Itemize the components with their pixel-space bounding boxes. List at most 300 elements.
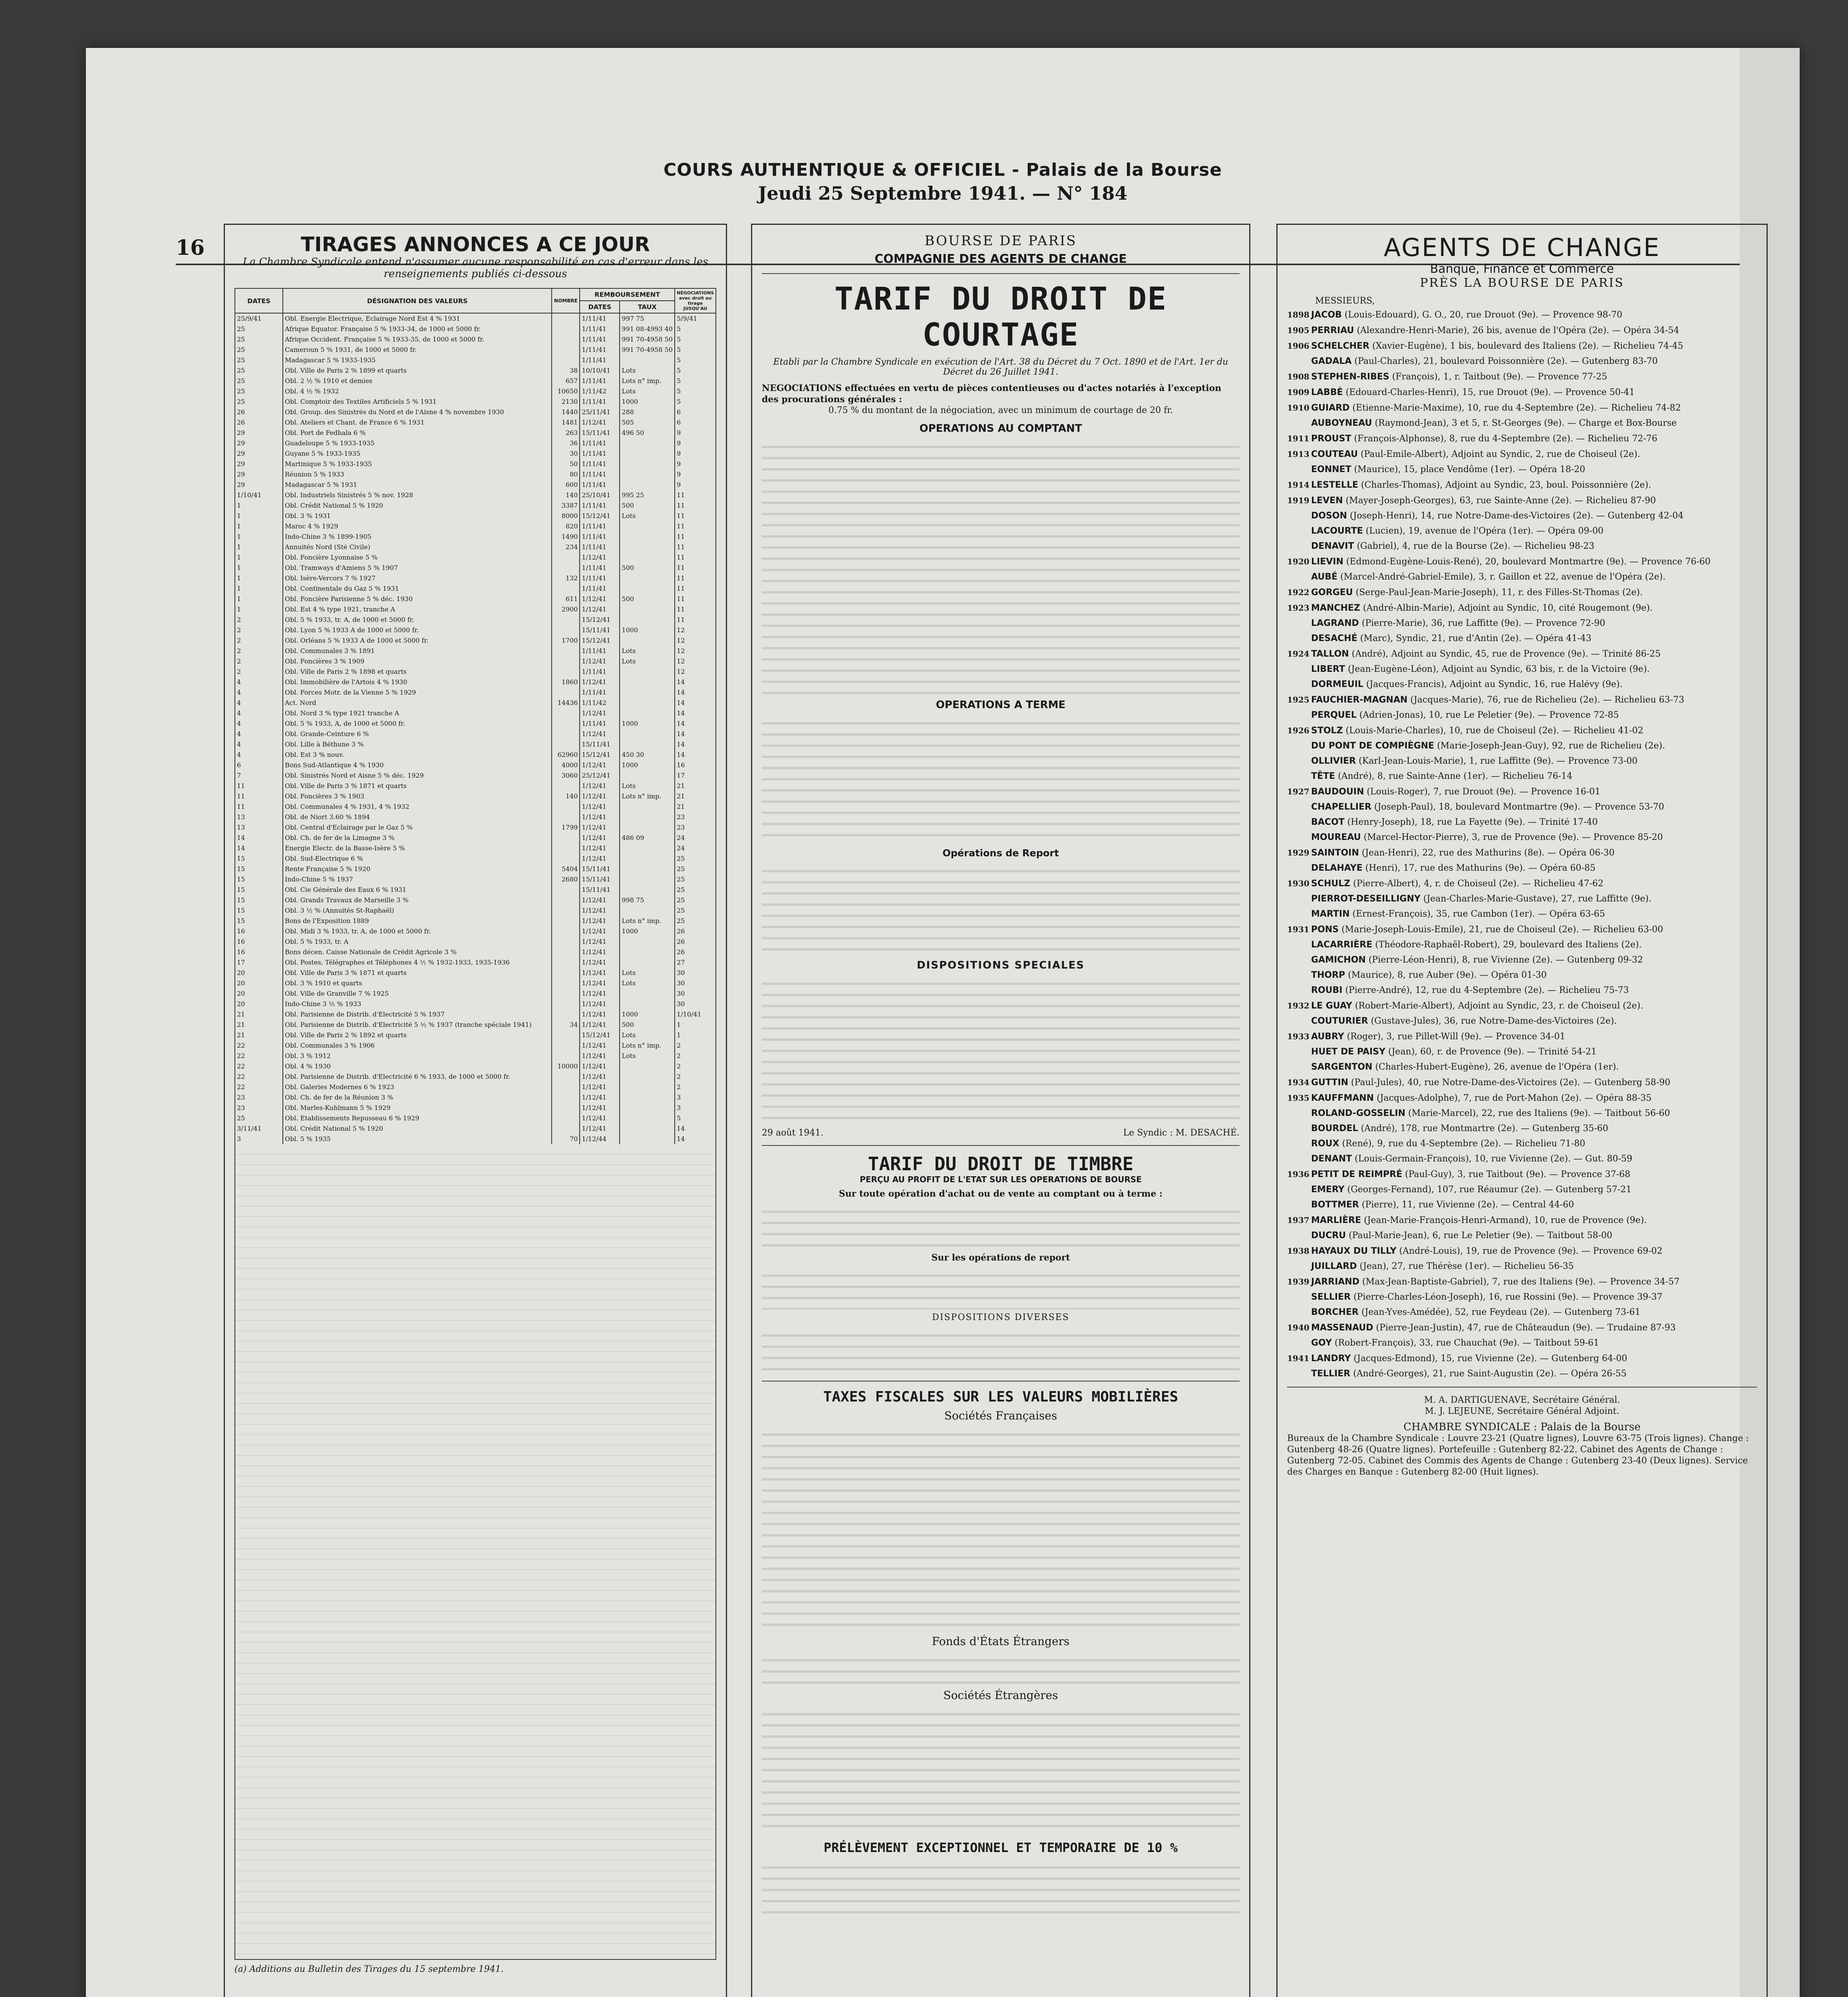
table-cell	[620, 615, 675, 625]
agent-name: STOLZ	[1311, 726, 1343, 736]
taxes-text-1	[762, 1425, 1240, 1632]
signature-date: 29 août 1941.	[762, 1128, 824, 1138]
table-cell: 4	[235, 719, 283, 729]
table-cell: 23	[675, 822, 716, 833]
table-row	[235, 1051, 716, 1061]
table-row	[235, 864, 716, 874]
table-row	[235, 947, 716, 957]
table-cell: Bons Sud-Atlantique 4 % 1930	[283, 760, 552, 770]
prelevement-title: PRÉLÈVEMENT EXCEPTIONNEL ET TEMPORAIRE DE 10 %	[823, 1840, 1178, 1855]
table-cell: 4000	[552, 760, 580, 770]
agent-entry	[1287, 633, 1757, 644]
agent-name: GAMICHON	[1311, 955, 1366, 965]
table-cell: 22	[235, 1082, 283, 1092]
table-cell: Obl. Ville de Granville 7 % 1925	[283, 989, 552, 999]
table-row	[235, 677, 716, 687]
table-row	[235, 802, 716, 812]
agent-details: (Louis-Roger), 7, rue Drouot (9e). — Provence 16-01	[1367, 787, 1601, 797]
table-cell: Obl. Tramways d'Amiens 5 % 1907	[283, 563, 552, 573]
agent-year: 1923	[1287, 603, 1309, 613]
table-cell: Obl. Sinistrés Nord et Aisne 5 % déc. 1929	[283, 770, 552, 781]
agent-entry	[1287, 1261, 1757, 1272]
courtage-intro: Etabli par la Chambre Syndicale en exécution de l'Art. 38 du Décret du 7 Oct. 1890 et de l'Art. 1er du Décret du 26 Juillet 1941.	[773, 357, 1228, 377]
table-cell: Obl. Crédit National 5 % 1920	[283, 1124, 552, 1134]
table-cell: 1/12/41	[580, 802, 620, 812]
table-cell: 1700	[552, 635, 580, 646]
table-cell: 995 25	[620, 490, 675, 500]
agent-entry	[1287, 1245, 1757, 1257]
table-cell: Obl. 5 % 1933, A, de 1000 et 5000 fr.	[283, 719, 552, 729]
divider	[762, 273, 1240, 274]
table-cell	[552, 926, 580, 937]
table-cell: 22	[235, 1061, 283, 1072]
table-cell: 15/11/41	[580, 739, 620, 750]
table-cell: 1/12/41	[580, 1009, 620, 1020]
table-cell	[552, 1092, 580, 1103]
table-cell: 1	[235, 573, 283, 584]
table-row	[235, 698, 716, 708]
table-row	[235, 615, 716, 625]
agent-name: LAGRAND	[1311, 618, 1359, 628]
header-title: COURS AUTHENTIQUE & OFFICIEL - Palais de la Bourse	[663, 160, 1222, 180]
table-cell: 11	[675, 604, 716, 615]
table-cell: 1/11/41	[580, 480, 620, 490]
col-nombre: NOMBRE	[552, 288, 580, 313]
table-cell: Obl. 5 % 1933, tr. A	[283, 937, 552, 947]
table-cell: 15/11/41	[580, 885, 620, 895]
table-cell: 8000	[552, 511, 580, 521]
table-cell: 3060	[552, 770, 580, 781]
table-cell: Obl. Foncières 3 % 1903	[283, 791, 552, 802]
agent-details: (Pierre-Charles-Léon-Joseph), 16, rue Rossini (9e). — Provence 39-37	[1353, 1292, 1663, 1302]
table-cell: 11	[675, 500, 716, 511]
table-cell: 1/12/41	[580, 905, 620, 916]
table-cell: 11	[675, 511, 716, 521]
agent-details: (Roger), 3, rue Pillet-Will (9e). — Provence 34-01	[1347, 1032, 1566, 1042]
table-cell: 15/11/41	[580, 625, 620, 635]
table-cell: 7	[235, 770, 283, 781]
table-cell: Annuités Nord (Sté Civile)	[283, 542, 552, 552]
table-cell: 9	[675, 480, 716, 490]
table-row	[235, 719, 716, 729]
table-cell: Act. Nord	[283, 698, 552, 708]
table-cell	[620, 854, 675, 864]
table-cell: 1/12/41	[580, 417, 620, 428]
agent-name: CHAPELLIER	[1311, 802, 1371, 812]
agent-details: (Robert-Marie-Albert), Adjoint au Syndic, 23, r. de Choiseul (2e).	[1355, 1001, 1643, 1011]
table-cell: Obl. Group. des Sinistrés du Nord et de l'Aisne 4 % novembre 1930	[283, 407, 552, 417]
agent-entry	[1287, 1215, 1757, 1226]
table-cell: 30	[552, 449, 580, 459]
table-cell: Obl. 3 % 1910 et quarts	[283, 978, 552, 989]
table-cell: 6	[675, 417, 716, 428]
table-cell: 1/11/41	[580, 459, 620, 469]
table-cell	[620, 1134, 675, 1144]
tirages-body	[235, 313, 716, 1144]
agent-name: GUTTIN	[1311, 1078, 1349, 1088]
agent-details: (Pierre-Jean-Justin), 47, rue de Châteaudun (9e). — Trudaine 87-93	[1376, 1323, 1676, 1333]
agent-details: (André), 8, rue Sainte-Anne (1er). — Richelieu 76-14	[1338, 771, 1572, 781]
table-cell: Obl. Ville de Paris 2 % 1892 et quarts	[283, 1030, 552, 1040]
agent-details: (François-Alphonse), 8, rue du 4-Septembre (2e). — Richelieu 72-76	[1354, 434, 1657, 444]
table-cell	[552, 833, 580, 843]
table-row	[235, 843, 716, 854]
agent-entry	[1287, 740, 1757, 752]
table-cell	[552, 947, 580, 957]
agent-entry	[1287, 985, 1757, 996]
table-cell: 25	[675, 874, 716, 885]
table-cell: 11	[675, 563, 716, 573]
agent-details: (Pierre-Albert), 4, r. de Choiseul (2e). — Richelieu 47-62	[1353, 879, 1604, 889]
table-cell: 4	[235, 708, 283, 719]
table-cell: 1/12/41	[580, 677, 620, 687]
table-cell: 1/11/41	[580, 521, 620, 532]
table-cell: 1/12/41	[580, 926, 620, 937]
table-cell: Obl. Parisienne de Distrib. d'Electricité 5 % 1937	[283, 1009, 552, 1020]
table-cell: 11	[675, 532, 716, 542]
table-cell: 1/12/41	[580, 1020, 620, 1030]
table-cell: 2	[235, 656, 283, 667]
table-cell: Obl. Central d'Eclairage par le Gaz 5 %	[283, 822, 552, 833]
table-cell: 22	[235, 1072, 283, 1082]
agent-name: COUTEAU	[1311, 449, 1358, 459]
table-cell: 25	[235, 1113, 283, 1124]
agent-name: BORCHER	[1311, 1307, 1359, 1317]
table-row	[235, 968, 716, 978]
table-cell: 500	[620, 1020, 675, 1030]
table-cell: 1860	[552, 677, 580, 687]
table-cell: 26	[235, 407, 283, 417]
agent-name: OLLIVIER	[1311, 756, 1356, 766]
table-cell	[552, 781, 580, 791]
table-cell: 5/9/41	[675, 313, 716, 324]
agent-year: 1926	[1287, 726, 1309, 735]
table-row	[235, 573, 716, 584]
table-cell: 1	[235, 594, 283, 604]
table-cell: 1	[235, 552, 283, 563]
table-cell: 14	[235, 843, 283, 854]
table-cell: 15	[235, 885, 283, 895]
table-cell	[552, 1040, 580, 1051]
table-cell: 2	[235, 635, 283, 646]
agent-name: THORP	[1311, 970, 1345, 980]
table-cell: 25	[235, 386, 283, 397]
table-cell: 1/11/41	[580, 324, 620, 334]
agent-details: (Maurice), 15, place Vendôme (1er). — Opéra 18-20	[1354, 465, 1586, 474]
table-cell: 15/11/41	[580, 428, 620, 438]
timbre-text-1	[762, 1202, 1240, 1250]
table-cell: 500	[620, 594, 675, 604]
table-cell: 1799	[552, 822, 580, 833]
table-cell: 34	[552, 1020, 580, 1030]
table-cell	[552, 812, 580, 822]
table-cell: 14	[675, 750, 716, 760]
table-cell: 23	[675, 812, 716, 822]
divider	[762, 1381, 1240, 1382]
table-cell: 1	[235, 604, 283, 615]
table-cell: Bons de l'Exposition 1889	[283, 916, 552, 926]
agent-entry	[1287, 664, 1757, 675]
table-cell: 2	[675, 1072, 716, 1082]
agent-name: SELLIER	[1311, 1292, 1351, 1302]
courtage-title: TARIF DU DROIT DE COURTAGE	[834, 281, 1167, 353]
table-cell: 9	[675, 459, 716, 469]
table-cell: 50	[552, 459, 580, 469]
col-negociations: NÉGOCIATIONS avec droit au tirage JUSQU'AU	[675, 288, 716, 313]
table-cell	[620, 687, 675, 698]
table-cell: 1	[235, 511, 283, 521]
table-cell: Obl. Sud-Electrique 6 %	[283, 854, 552, 864]
table-cell: 4	[235, 729, 283, 739]
table-cell: 1/12/41	[580, 791, 620, 802]
table-cell: Lots n° imp.	[620, 791, 675, 802]
timbre-text-3	[762, 1326, 1240, 1374]
table-row	[235, 1061, 716, 1072]
agent-details: (Jean), 60, r. de Provence (9e). — Trinité 54-21	[1388, 1047, 1597, 1057]
agent-entry	[1287, 572, 1757, 583]
table-cell: Lots	[620, 968, 675, 978]
table-cell: 5	[675, 345, 716, 355]
table-cell: Obl. 3 % 1912	[283, 1051, 552, 1061]
table-cell: 13	[235, 822, 283, 833]
table-cell	[552, 978, 580, 989]
table-row	[235, 999, 716, 1009]
table-cell: Obl. Grands Travaux de Marseille 3 %	[283, 895, 552, 905]
table-cell: Lots	[620, 978, 675, 989]
agent-details: (Jean-Eugène-Léon), Adjoint au Syndic, 63 bis, r. de la Victoire (9e).	[1347, 664, 1650, 674]
agent-entry	[1287, 418, 1757, 429]
tirages-title: TIRAGES ANNONCES A CE JOUR	[300, 233, 650, 256]
table-cell: Guyane 5 % 1933-1935	[283, 449, 552, 459]
agent-details: (Marcel-Hector-Pierre), 3, rue de Provence (9e). — Provence 85-20	[1363, 832, 1663, 842]
agent-details: (Edouard-Charles-Henri), 15, rue Drouot (9e). — Provence 50-41	[1345, 387, 1635, 397]
table-cell: 25	[235, 324, 283, 334]
table-cell: 1	[675, 1020, 716, 1030]
agent-name: LANDRY	[1311, 1354, 1351, 1364]
table-cell	[620, 438, 675, 449]
table-cell	[552, 1030, 580, 1040]
table-cell	[552, 895, 580, 905]
agent-name: EMERY	[1311, 1185, 1345, 1195]
secretaire-adjoint: M. J. LEJEUNE, Secrétaire Général Adjoint.	[1425, 1406, 1619, 1416]
table-cell	[620, 739, 675, 750]
table-cell	[620, 584, 675, 594]
table-cell: Obl. Ateliers et Chant. de France 6 % 1931	[283, 417, 552, 428]
table-cell	[552, 625, 580, 635]
table-cell: 1/11/42	[580, 698, 620, 708]
table-cell: Afrique Occident. Française 5 % 1933-35, de 1000 et 5000 fr.	[283, 334, 552, 345]
table-cell: Obl. Cie Générale des Eaux 6 % 1931	[283, 885, 552, 895]
table-row	[235, 646, 716, 656]
table-cell: Lots n° imp.	[620, 376, 675, 386]
table-cell: 4	[235, 698, 283, 708]
table-cell: 1/12/41	[580, 812, 620, 822]
agent-name: LACOURTE	[1311, 526, 1363, 536]
table-cell: 25	[675, 916, 716, 926]
table-cell: 25/12/41	[580, 770, 620, 781]
table-cell	[552, 656, 580, 667]
table-cell: Obl. Industriels Sinistrés 5 % nov. 1928	[283, 490, 552, 500]
table-row	[235, 989, 716, 999]
agent-year: 1929	[1287, 848, 1309, 858]
agent-name: TÊTE	[1311, 771, 1335, 781]
table-row	[235, 812, 716, 822]
table-cell: 25	[235, 376, 283, 386]
agent-name: SARGENTON	[1311, 1062, 1373, 1072]
table-cell	[552, 719, 580, 729]
table-cell: 11	[675, 552, 716, 563]
agent-year: 1905	[1287, 326, 1309, 335]
table-cell: 1/12/41	[580, 781, 620, 791]
table-row	[235, 1072, 716, 1082]
agent-details: (Pierre-Marie), 36, rue Laffitte (9e). — Provence 72-90	[1361, 618, 1606, 628]
agent-name: GADALA	[1311, 356, 1352, 366]
table-cell: 25	[235, 334, 283, 345]
agent-name: LIBERT	[1311, 664, 1345, 674]
table-cell	[620, 843, 675, 854]
agent-name: JUILLARD	[1311, 1261, 1357, 1271]
agent-entry	[1287, 970, 1757, 981]
taxes-heading-1: Sociétés Françaises	[944, 1409, 1057, 1422]
agent-name: FAUCHIER-MAGNAN	[1311, 695, 1408, 705]
agent-entry	[1287, 402, 1757, 414]
agent-year: 1933	[1287, 1032, 1309, 1041]
chambre-title: CHAMBRE SYNDICALE : Palais de la Bourse	[1403, 1421, 1641, 1433]
agent-year: 1937	[1287, 1215, 1309, 1225]
agent-name: BAUDOUIN	[1311, 787, 1364, 797]
agent-name: MARTIN	[1311, 909, 1350, 919]
table-row	[235, 417, 716, 428]
agent-details: (Karl-Jean-Louis-Marie), 1, rue Laffitte (9e). — Provence 73-00	[1359, 756, 1638, 766]
table-cell: 1/12/41	[580, 989, 620, 999]
table-cell: Lots	[620, 1051, 675, 1061]
table-cell: 1/12/41	[580, 1092, 620, 1103]
table-cell: 505	[620, 417, 675, 428]
table-cell: 20	[235, 968, 283, 978]
table-cell: 4	[235, 687, 283, 698]
table-cell: Lots	[620, 656, 675, 667]
agent-details: (Jean-Charles-Marie-Gustave), 27, rue Laffitte (9e).	[1423, 894, 1651, 904]
table-cell: 21	[675, 802, 716, 812]
table-row	[235, 449, 716, 459]
agent-details: (Marc), Syndic, 21, rue d'Antin (2e). — Opéra 41-43	[1360, 633, 1592, 643]
table-cell: 5	[675, 386, 716, 397]
agent-name: HUET DE PAISY	[1311, 1047, 1386, 1057]
agent-details: (Marie-Joseph-Louis-Emile), 21, rue de Choiseul (2e). — Richelieu 63-00	[1341, 925, 1663, 935]
table-cell	[552, 1103, 580, 1113]
table-cell: 820	[552, 521, 580, 532]
table-cell	[620, 1124, 675, 1134]
table-cell: 25	[235, 355, 283, 365]
agents-list	[1287, 309, 1757, 1380]
table-cell	[620, 1092, 675, 1103]
table-row	[235, 438, 716, 449]
agent-entry	[1287, 1230, 1757, 1241]
table-cell: 991 08-4993 40	[620, 324, 675, 334]
table-cell: 21	[675, 781, 716, 791]
table-cell	[552, 854, 580, 864]
table-cell: 5	[675, 397, 716, 407]
table-cell: 15/12/41	[580, 750, 620, 760]
table-cell	[620, 355, 675, 365]
agent-name: BOTTMER	[1311, 1200, 1359, 1210]
table-cell: 1/12/41	[580, 1103, 620, 1113]
comptant-heading: OPERATIONS AU COMPTANT	[919, 423, 1082, 435]
table-cell: 11	[675, 584, 716, 594]
bourse-kicker: BOURSE DE PARIS	[924, 233, 1077, 249]
table-cell: 4	[235, 739, 283, 750]
table-cell: 11	[235, 791, 283, 802]
table-cell	[552, 957, 580, 968]
agent-name: LEVEN	[1311, 496, 1343, 506]
agent-name: JARRIAND	[1311, 1277, 1359, 1287]
table-cell: 25	[235, 365, 283, 376]
table-cell: 25/9/41	[235, 313, 283, 324]
messieurs: MESSIEURS,	[1315, 296, 1375, 306]
table-cell: 1/11/41	[580, 449, 620, 459]
table-cell: 2	[235, 625, 283, 635]
agent-details: (Jacques-Marie), 76, rue de Richelieu (2e). — Richelieu 63-73	[1410, 695, 1685, 705]
col-dates: DATES	[235, 288, 283, 313]
agent-name: TELLIER	[1311, 1369, 1351, 1379]
table-cell: 1/12/41	[580, 1061, 620, 1072]
agent-details: (Jean-Henri), 22, rue des Mathurins (8e). — Opéra 06-30	[1361, 848, 1615, 858]
agent-name: DOSON	[1311, 511, 1347, 521]
col-remb-dates: DATES	[580, 301, 620, 313]
timbre-text-2	[762, 1266, 1240, 1310]
table-cell: 1/12/41	[580, 843, 620, 854]
agent-entry	[1287, 1108, 1757, 1119]
table-cell: 25	[675, 885, 716, 895]
table-cell: 24	[675, 843, 716, 854]
agent-name: LACARRIÈRE	[1311, 940, 1373, 950]
table-cell: 1/12/41	[580, 1113, 620, 1124]
agent-year: 1919	[1287, 496, 1309, 505]
tirages-note: (a) Additions au Bulletin des Tirages du 15 septembre 1941.	[234, 1964, 504, 1974]
table-cell: Obl. Immobilière de l'Artois 4 % 1930	[283, 677, 552, 687]
table-cell: 11	[675, 615, 716, 625]
agent-name: BOURDEL	[1311, 1124, 1358, 1133]
table-cell: 263	[552, 428, 580, 438]
table-cell: 1/12/41	[580, 594, 620, 604]
table-cell: 14	[675, 708, 716, 719]
table-cell: 2130	[552, 397, 580, 407]
compagnie-name: COMPAGNIE DES AGENTS DE CHANGE	[874, 252, 1127, 266]
table-cell: Obl. Ch. de fer de la Réunion 3 %	[283, 1092, 552, 1103]
table-cell: 12	[675, 635, 716, 646]
table-row	[235, 407, 716, 417]
agent-year: 1934	[1287, 1078, 1309, 1087]
table-row	[235, 397, 716, 407]
table-cell: 1/12/41	[580, 760, 620, 770]
table-cell: 27	[675, 957, 716, 968]
agent-name: GOY	[1311, 1338, 1332, 1348]
table-cell: 611	[552, 594, 580, 604]
table-cell: 16	[675, 760, 716, 770]
tirages-subtitle: La Chambre Syndicale entend n'assumer aucune responsabilité en cas d'erreur dans les renseignements publiés ci-dessous	[242, 256, 708, 280]
agent-details: (Louis-Edouard), G. O., 20, rue Drouot (9e). — Provence 98-70	[1344, 310, 1622, 320]
table-cell: 11	[675, 542, 716, 552]
table-cell: Obl. 5 % 1933, tr. A, de 1000 et 5000 fr.	[283, 615, 552, 625]
table-cell: 14	[675, 1134, 716, 1144]
table-cell: 1/11/41	[580, 334, 620, 345]
table-cell	[620, 521, 675, 532]
table-cell: 1/11/41	[580, 573, 620, 584]
table-cell	[620, 729, 675, 739]
table-cell: 5	[675, 365, 716, 376]
table-cell	[620, 1082, 675, 1092]
table-cell: 12	[675, 646, 716, 656]
